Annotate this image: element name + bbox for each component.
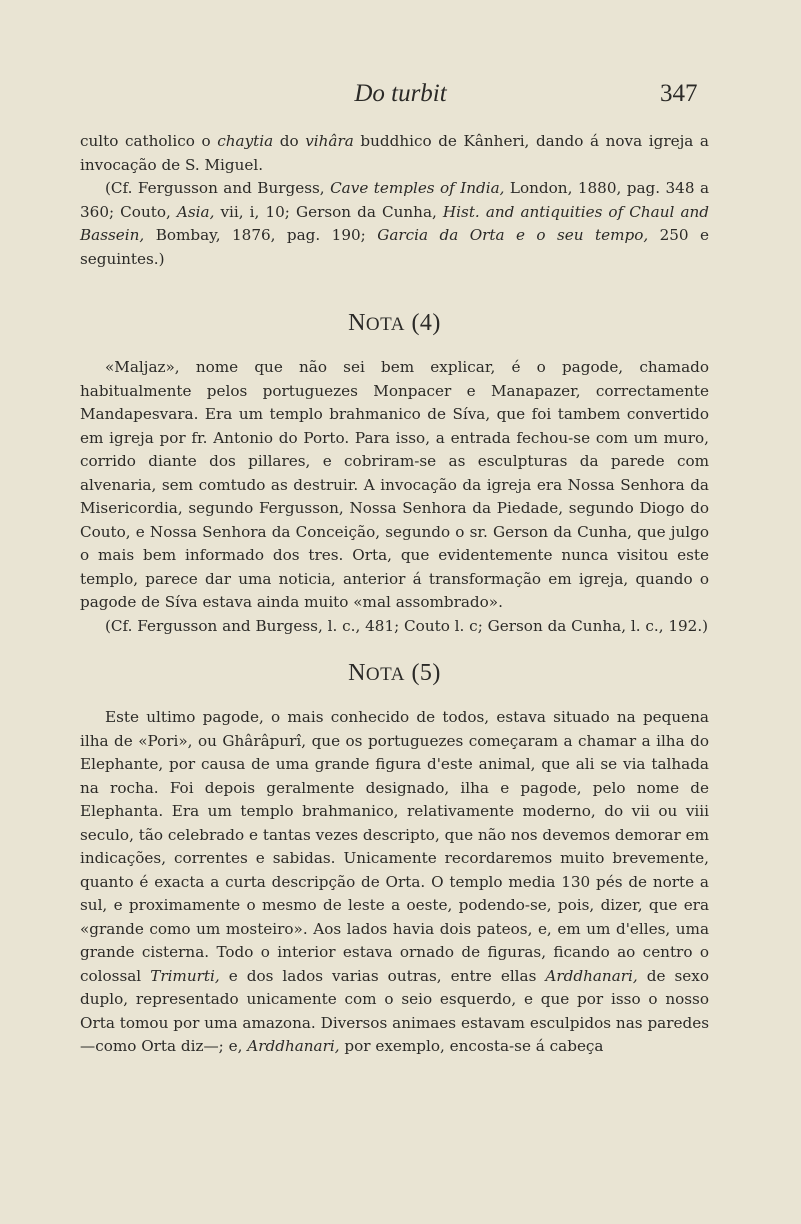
paragraph-elephanta: Este ultimo pagode, o mais conhecido de todos, estava situado na pequena ilha de «Pori», ou Ghârâpurî, que os portuguezes começaram a chamar a ilha do Elephante, por causa de uma grande figura d'este animal, que ali se via talhada na rocha. Foi depois geralmente designado, ilha e pagode, pelo nome de Elephanta. Era um templo brahmanico, relativamente moderno, do vii ou viii seculo, tão celebrado e tantas vezes descripto, que não nos devemos demorar em indicações, correntes e sabidas. Unicamente recordaremos muito brevemente, quanto é exacta a curta descripção de Orta. O templo media 130 pés de norte a sul, e proximamente o mesmo de leste a oeste, podendo-se, pois, dizer, que era «grande como um mosteiro». Aos lados havia dois pateos, e, em um d'elles, uma grande cisterna. Todo o interior estava ornado de figuras, ficando ao centro o colossal Trimurti, e dos lados varias outras, entre ellas Arddhanari, de sexo duplo, representado unicamente com o seio esquerdo, e que por isso o nosso Orta tomou por uma amazona. Diversos animaes estavam esculpidos nas paredes —como Orta diz—; e, Arddhanari, por exemplo, encosta-se á cabeça [80,708,709,1055]
running-header-title: Do turbit [354,80,447,107]
reference-paragraph: (Cf. Fergusson and Burgess, Cave temples of India, London, 1880, pag. 348 a 360; Couto, Asia, vii, i, 10; Gerson da Cunha, Hist. and antiquities of Chaul and Bassein, Bombay, 1876, pag. 190; Garcia da Orta e o seu tempo, 250 e seguintes.) [80,179,710,268]
section-heading-nota-5: NOTA (5) [348,660,441,686]
body-text [80,130,709,1059]
page-number: 347 [660,80,698,107]
paragraph-continued: culto catholico o chaytia do vihâra buddhico de Kânheri, dando á nova igreja a invocação de S. Miguel. [80,132,709,174]
section-heading-nota-4: NOTA (4) [348,310,441,336]
reference-paragraph: (Cf. Fergusson and Burgess, l. c., 481; Couto l. c; Gerson da Cunha, l. c., 192.) [105,616,709,635]
paragraph-maljaz: «Maljaz», nome que não sei bem explicar, é o pagode, chamado habitualmente pelos portuguezes Monpacer e Manapazer, correctamente Mandapesvara. Era um templo brahmanico de Síva, que foi tambem convertido em igreja por fr. Antonio do Porto. Para isso, a entrada fechou-se com um muro, corrido diante dos pillares, e cobriram-se as esculpturas da parede com alvenaria, sem comtudo as destruir. A invocação da igreja era Nossa Senhora da Misericordia, segundo Fergusson, Nossa Senhora da Piedade, segundo Diogo do Couto, e Nossa Senhora da Conceição, segundo o sr. Gerson da Cunha, que julgo o mais bem informado dos tres. Orta, que evidentemente nunca visitou este templo, parece dar uma noticia, anterior á transformação em igreja, quando o pagode de Síva estava ainda muito «mal assombrado». [80,358,709,611]
